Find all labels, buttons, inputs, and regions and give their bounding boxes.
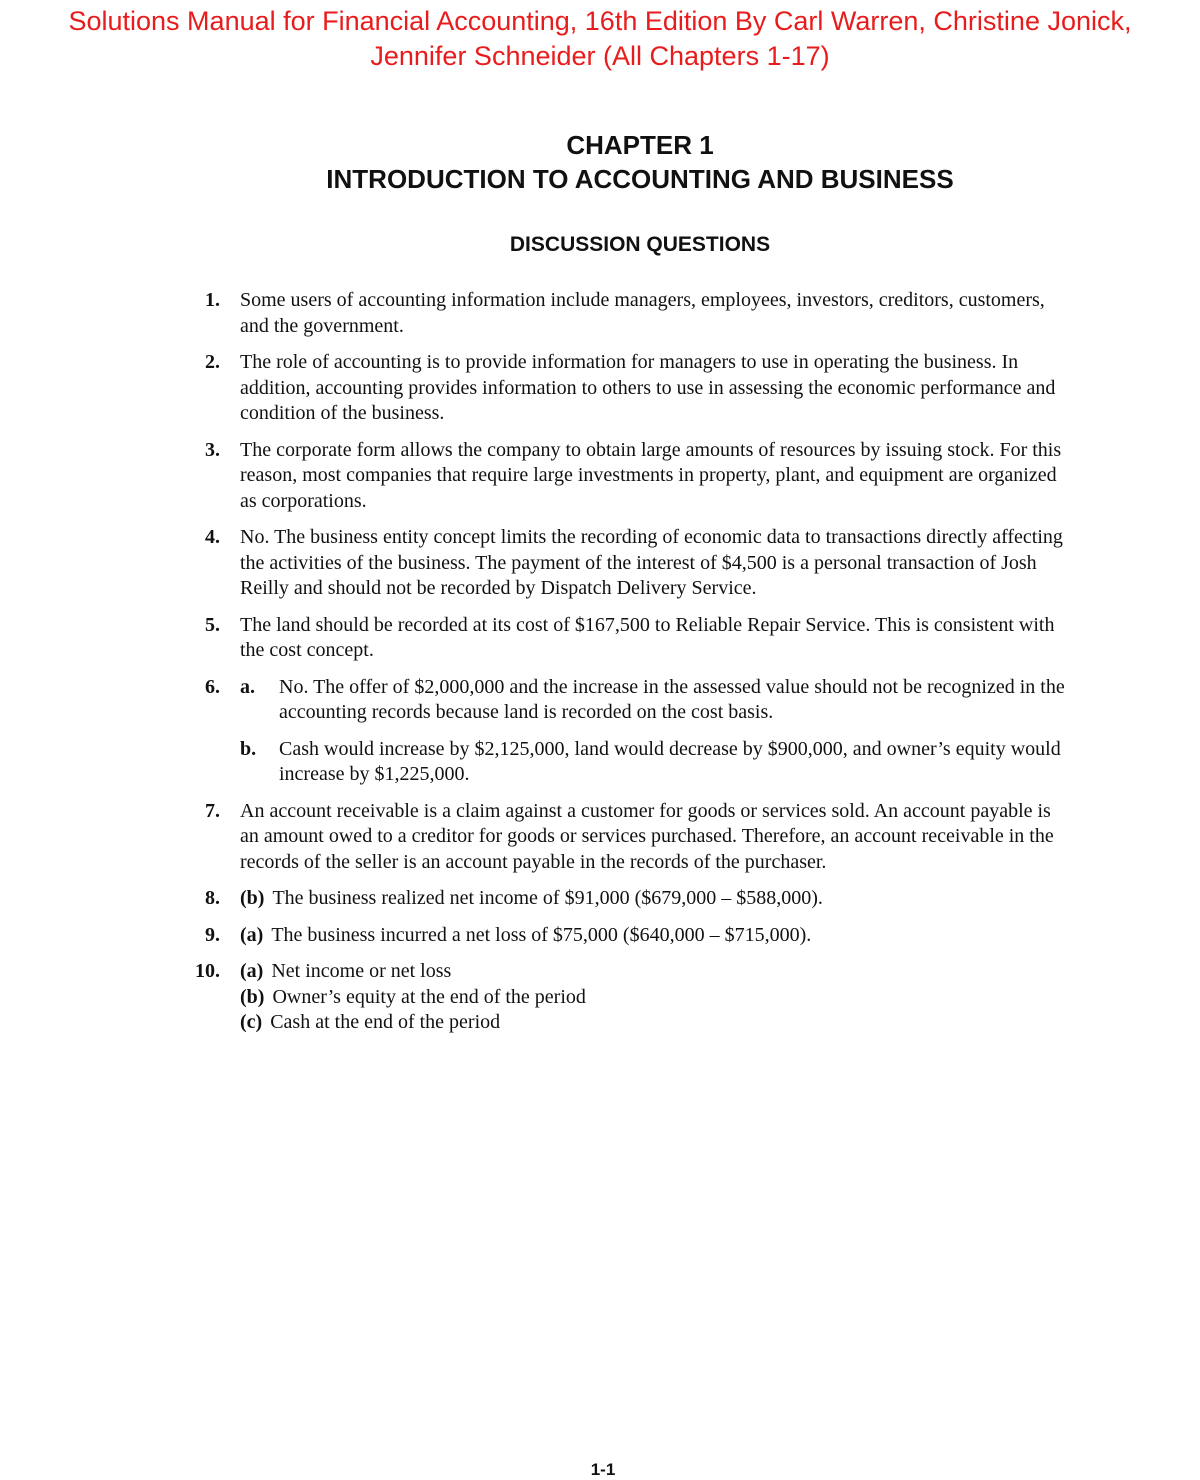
part-answer: No. The offer of $2,000,000 and the increase in the assessed value should not be recognized in the accounting records because land is recorded on the cost basis. — [279, 675, 1065, 723]
question-6-part-a — [240, 675, 1066, 726]
question-number: 2. — [205, 351, 220, 373]
section-title: DISCUSSION QUESTIONS — [509, 233, 771, 256]
question-number: 7. — [205, 799, 220, 822]
question-10 — [186, 959, 1066, 1036]
part-label: a. — [240, 675, 255, 698]
question-number: 8. — [205, 887, 220, 909]
page-number: 1-1 — [590, 1460, 616, 1479]
chapter-label: CHAPTER 1 — [566, 130, 714, 160]
question-answer: The role of accounting is to provide information for managers to use in operating the business. In addition, accounting provides information to others to use in assessing the economic performance and condition of the business. — [240, 351, 1056, 424]
question-8 — [186, 886, 1066, 912]
question-9 — [186, 923, 1066, 949]
question-7 — [186, 799, 1066, 876]
question-2 — [186, 350, 1066, 427]
question-answer: No. The business entity concept limits the recording of economic data to transactions directly affecting the activities of the business. The payment of the interest of $4,500 is a personal transaction of Josh Reilly and should not be recorded by Dispatch Delivery Service. — [240, 526, 1063, 599]
question-answer: The corporate form allows the company to obtain large amounts of resources by issuing stock. For this reason, most companies that require large investments in property, plant, and equipment are organized as corporations. — [240, 438, 1062, 512]
question-6-part-b — [240, 737, 1066, 788]
question-number: 1. — [205, 289, 220, 311]
list-item-text: Net income or net loss — [271, 960, 452, 982]
answer-choice: (b) — [240, 887, 265, 909]
question-3 — [186, 438, 1066, 515]
question-answer: Some users of accounting information include managers, employees, investors, creditors, customers, and the government. — [240, 289, 1045, 337]
question-answer: The business incurred a net loss of $75,000 ($640,000 – $715,000). — [271, 923, 812, 946]
question-number: 3. — [205, 438, 220, 461]
question-number: 5. — [205, 613, 220, 636]
question-answer: An account receivable is a claim against a customer for goods or services sold. An account payable is an amount owed to a creditor for goods or services purchased. Therefore, an account receivable in the records of the seller is an account payable in the records of the purchaser. — [240, 799, 1054, 873]
banner-line-2: Jennifer Schneider (All Chapters 1-17) — [370, 41, 830, 71]
answer-choice: (a) — [240, 960, 264, 982]
banner-line-1: Solutions Manual for Financial Accounting, 16th Edition By Carl Warren, Christine Jonick, — [68, 6, 1132, 36]
question-answer: The land should be recorded at its cost of $167,500 to Reliable Repair Service. This is consistent with the cost concept. — [240, 613, 1055, 661]
answer-choice: (a) — [240, 923, 264, 946]
list-item — [240, 985, 1066, 1011]
part-answer: Cash would increase by $2,125,000, land would decrease by $900,000, and owner’s equity would increase by $1,225,000. — [279, 737, 1061, 785]
answer-choice: (c) — [240, 1011, 263, 1033]
chapter-title: INTRODUCTION TO ACCOUNTING AND BUSINESS — [326, 164, 954, 194]
chapter-heading — [0, 128, 1200, 196]
list-item-text: Cash at the end of the period — [270, 1011, 501, 1033]
list-item-text: Owner’s equity at the end of the period — [272, 985, 586, 1008]
question-number: 9. — [205, 923, 220, 946]
question-1 — [186, 288, 1066, 339]
part-label: b. — [240, 737, 257, 760]
question-4 — [186, 525, 1066, 602]
discussion-questions-list — [186, 288, 1066, 1047]
list-item — [240, 1010, 1066, 1036]
question-5 — [186, 613, 1066, 664]
list-item — [240, 959, 1066, 985]
question-number: 10. — [195, 960, 220, 982]
question-answer: The business realized net income of $91,000 ($679,000 – $588,000). — [272, 887, 823, 909]
question-number: 4. — [205, 526, 220, 548]
question-number: 6. — [205, 675, 220, 698]
answer-choice: (b) — [240, 985, 265, 1008]
title-banner — [0, 4, 1200, 74]
question-6 — [186, 675, 1066, 788]
